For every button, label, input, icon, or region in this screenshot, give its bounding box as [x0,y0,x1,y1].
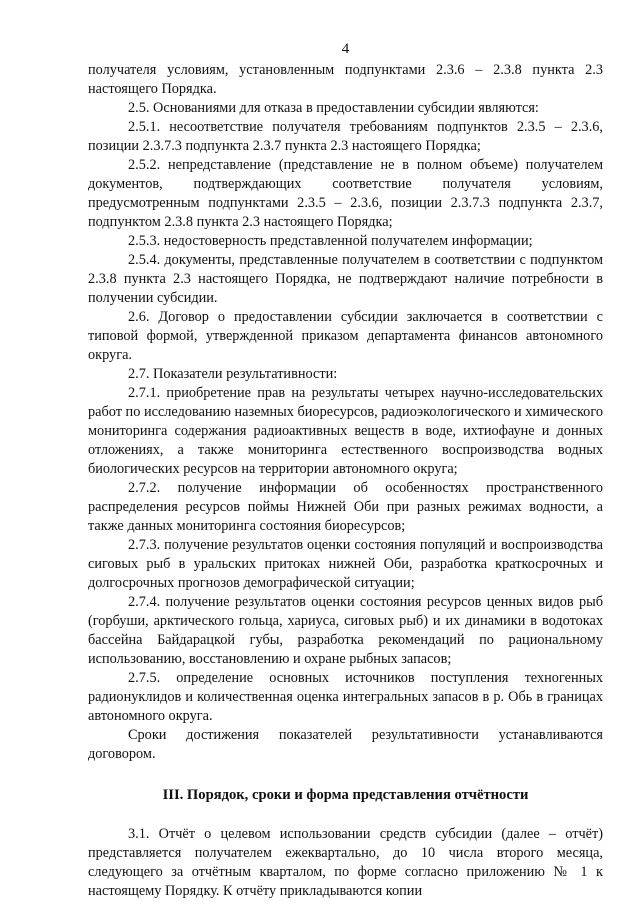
paragraph-2-7-1: 2.7.1. приобретение прав на результаты четырех научно-исследовательских работ по исследованию наземных биоресурсов, радиоэкологического и химического мониторинга содержания радиоактивных веществ в воде, ихтиофауне и донных отложениях, а также мониторинга естественного воспроизводства водных биологических ресурсов на территории автономного округа; [88,385,603,477]
paragraph-2-5-1: 2.5.1. несоответствие получателя требованиям подпунктов 2.3.5 – 2.3.6, позиции 2.3.7.3 подпункта 2.3.7 пункта 2.3 настоящего Порядка; [88,119,603,154]
document-page [88,0,603,905]
paragraph-2-6: 2.6. Договор о предоставлении субсидии заключается в соответствии с типовой формой, утвержденной приказом департамента финансов автономного округа. [88,309,603,363]
paragraph-2-5-2: 2.5.2. непредставление (представление не в полном объеме) получателем документов, подтверждающих соответствие получателя условиям, предусмотренным подпунктами 2.3.5 – 2.3.6, позиции 2.3.7.3 подпункта 2.3.7, подпунктом 2.3.8 пункта 2.3 настоящего Порядка; [88,157,603,230]
paragraph-2-7: 2.7. Показатели результативности: [128,366,338,382]
paragraph-2-5-4: 2.5.4. документы, представленные получателем в соответствии с подпунктом 2.3.8 пункта 2.3 настоящего Порядка, не подтверждают наличие потребности в получении субсидии. [88,252,603,306]
document-body [88,61,603,901]
paragraph-deadlines: Сроки достижения показателей результативности устанавливаются договором. [88,727,603,762]
paragraph-2-5-3: 2.5.3. недостоверность представленной получателем информации; [128,233,533,249]
paragraph-2-7-3: 2.7.3. получение результатов оценки состояния популяций и воспроизводства сиговых рыб в уральских притоках нижней Оби, разработка краткосрочных и долгосрочных прогнозов демографической ситуации; [88,537,603,591]
page-number: 4 [341,41,350,57]
paragraph-continuation: получателя условиям, установленным подпунктами 2.3.6 – 2.3.8 пункта 2.3 настоящего Порядка. [88,62,603,97]
paragraph-2-7-4: 2.7.4. получение результатов оценки состояния ресурсов ценных видов рыб (горбуши, арктического гольца, хариуса, сиговых рыб) и их динамики в водотоках бассейна Байдарацкой губы, разработка рекомендаций по рациональному использованию, восстановлению и охране рыбных запасов; [88,594,603,667]
paragraph-2-7-5: 2.7.5. определение основных источников поступления техногенных радионуклидов и количественная оценка интегральных запасов в р. Обь в границах автономного округа. [88,670,603,724]
section-heading: III. Порядок, сроки и форма представления отчётности [162,787,529,803]
paragraph-2-7-2: 2.7.2. получение информации об особенностях пространственного распределения ресурсов поймы Нижней Оби при разных режимах водности, а также данных мониторинга состояния биоресурсов; [88,480,603,534]
paragraph-3-1: 3.1. Отчёт о целевом использовании средств субсидии (далее – отчёт) представляется получателем ежеквартально, до 10 числа второго месяца, следующего за отчётным кварталом, по форме согласно приложению № 1 к настоящему Порядку. К отчёту прикладываются копии [88,826,603,899]
paragraph-2-5: 2.5. Основаниями для отказа в предоставлении субсидии являются: [128,100,539,116]
